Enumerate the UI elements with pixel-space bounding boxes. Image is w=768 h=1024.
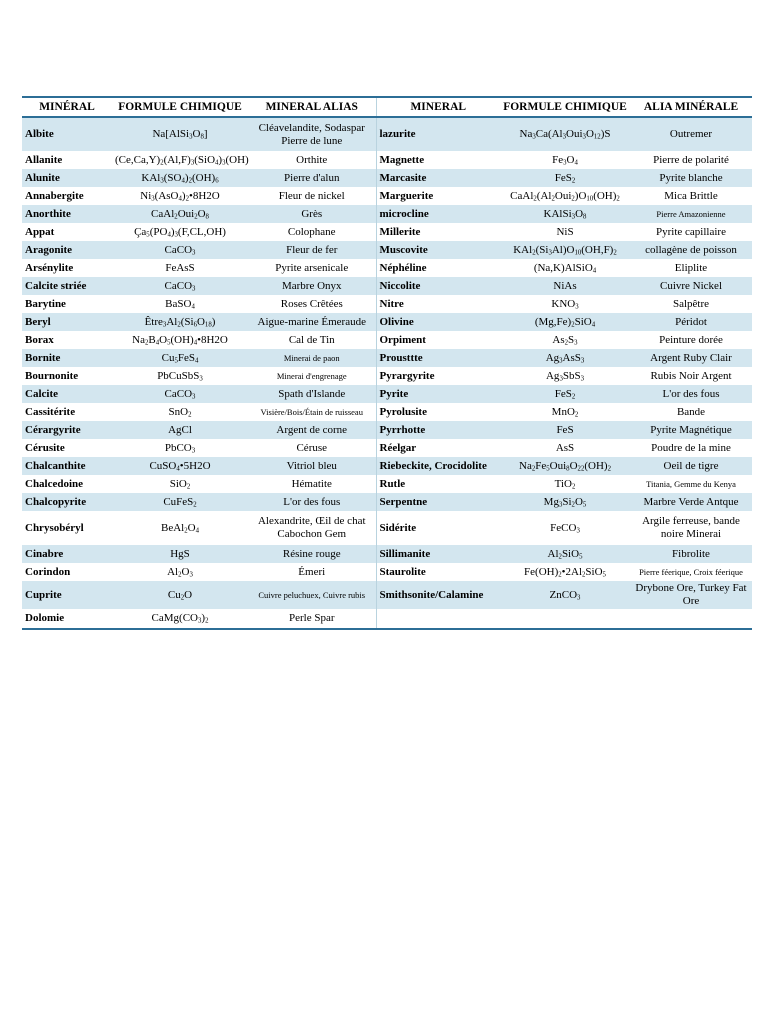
mineral-name: Cérargyrite <box>22 421 112 439</box>
table-row <box>22 493 752 511</box>
table-row <box>22 545 752 563</box>
mineral-alias: Hématite <box>248 475 376 493</box>
chemical-formula: $KAlSi_3O_8$ <box>500 205 630 223</box>
table-row <box>22 385 752 403</box>
table-row <box>22 295 752 313</box>
chemical-formula: $CaMg(CO_3)_2$ <box>112 609 248 629</box>
header-formula-right: FORMULE CHIMIQUE <box>500 97 630 117</box>
table-row <box>22 511 752 545</box>
mineral-name: Nitre <box>379 297 404 310</box>
mineral-name: Chalcopyrite <box>22 493 112 511</box>
chemical-formula: SiO$_2$ <box>169 477 191 491</box>
chemical-formula: PbCuSbS$_3$ <box>157 369 203 383</box>
table-row <box>22 169 752 187</box>
table-row <box>22 421 752 439</box>
mineral-name: Pyrolusite <box>379 405 427 418</box>
mineral-alias: L'or des fous <box>630 385 752 403</box>
chemical-formula: $Cu_5FeS_4$ <box>112 349 248 367</box>
mineral-name: Beryl <box>22 313 112 331</box>
header-mineral: MINÉRAL <box>22 97 112 117</box>
mineral-alias: Pyrite arsenicale <box>248 259 376 277</box>
header-formula: FORMULE CHIMIQUE <box>112 97 248 117</box>
mineral-alias: Spath d'Islande <box>248 385 376 403</box>
table-row <box>22 277 752 295</box>
mineral-alias: Visière/Bois/Étain de ruisseau <box>248 403 376 421</box>
mineral-alias: Minerai de paon <box>248 349 376 367</box>
mineral-alias: Émeri <box>248 563 376 581</box>
mineral-alias: Eliplite <box>674 261 708 274</box>
mineral-name: Pyrrhotte <box>376 421 500 439</box>
mineral-name: Annabergite <box>25 189 84 202</box>
mineral-alias: Fleur de nickel <box>248 187 376 205</box>
mineral-alias: Cal de Tin <box>248 331 376 349</box>
chemical-formula: AgCl <box>112 421 248 439</box>
chemical-formula: $Na[AlSi_3O_8]$ <box>112 117 248 151</box>
mineral-name: Pyrargyrite <box>379 369 435 382</box>
mineral-alias: Oeil de tigre <box>630 457 752 475</box>
mineral-name: Cuprite <box>22 581 112 609</box>
mineral-name: Olivine <box>376 313 500 331</box>
chemical-formula: $Ag_3SbS_3$ <box>545 369 584 383</box>
mineral-name: Pyrite <box>376 385 500 403</box>
mineral-name: Chalcedoine <box>25 477 84 490</box>
mineral-alias: Fleur de fer <box>248 241 376 259</box>
chemical-formula: NiS <box>556 225 574 238</box>
table-row <box>22 581 752 609</box>
mineral-alias <box>630 609 752 629</box>
mineral-name: Staurolite <box>379 565 426 578</box>
mineral-alias: Pierre féerique, Croix féerique <box>639 566 743 577</box>
table-row <box>22 609 752 629</box>
mineral-name: Borax <box>25 333 54 346</box>
mineral-alias: collagène de poisson <box>630 241 752 259</box>
header-alias-right: ALIA MINÉRALE <box>630 97 752 117</box>
chemical-formula: $CaAl_2Oui_2O_8$ <box>112 205 248 223</box>
mineral-name: Chrysobéryl <box>25 521 84 534</box>
mineral-alias: Grès <box>248 205 376 223</box>
mineral-name: Rutle <box>379 477 406 490</box>
mineral-name: Allanite <box>25 153 63 166</box>
chemical-formula: FeCO$_3$ <box>550 521 580 535</box>
mineral-alias: Bande <box>676 405 706 418</box>
mineral-name: Serpentne <box>376 493 500 511</box>
mineral-alias: Mica Brittle <box>664 189 718 202</box>
chemical-formula: SnO$_2$ <box>168 405 192 419</box>
chemical-formula: $Al_2SiO_5$ <box>500 545 630 563</box>
chemical-formula: $(Ce,Ca,Y)_2(Al,F)_3(SiO_4)_3(OH)$ <box>115 153 249 167</box>
mineral-name: Néphéline <box>379 261 427 274</box>
table-row <box>22 331 752 349</box>
mineral-name: Corindon <box>25 565 71 578</box>
mineral-alias: Outremer <box>630 117 752 151</box>
chemical-formula: MnO$_2$ <box>551 405 579 419</box>
mineral-name: Cinabre <box>22 545 112 563</box>
mineral-name: Riebeckite, Crocidolite <box>376 457 500 475</box>
table-row <box>22 241 752 259</box>
mineral-alias: Cuivre Nickel <box>630 277 752 295</box>
chemical-formula: $Fe(OH)_2•2Al_2SiO_5$ <box>524 565 606 579</box>
chemical-formula: $Fe_3O_4$ <box>552 153 578 167</box>
mineral-alias: Pyrite Magnétique <box>630 421 752 439</box>
chemical-formula: $Être_3Al_2(Si_6O_{18})$ <box>112 313 248 331</box>
chemical-formula: FeS$_2$ <box>500 385 630 403</box>
table-row <box>22 313 752 331</box>
mineral-alias: Aigue-marine Émeraude <box>248 313 376 331</box>
table-row <box>22 367 752 385</box>
chemical-formula: $Ni_3(AsO_4)_2•8H2O$ <box>140 189 220 203</box>
chemical-formula <box>500 609 630 629</box>
mineral-name: Barytine <box>25 297 66 310</box>
mineral-name: Cassitérite <box>25 405 76 418</box>
chemical-formula: $(Mg,Fe)_2SiO_4$ <box>500 313 630 331</box>
chemical-formula: CaCO$_3$ <box>112 241 248 259</box>
chemical-formula: $KAl_2(Si_3Al)O_{10}(OH,F)_2$ <box>500 241 630 259</box>
mineral-alias: Argile ferreuse, bande noire Minerai <box>642 515 740 540</box>
mineral-name <box>376 609 500 629</box>
header-alias: MINERAL ALIAS <box>248 97 376 117</box>
chemical-formula: NiAs <box>500 277 630 295</box>
chemical-formula: CuSO$_4$•5H2O <box>112 457 248 475</box>
mineral-alias: Argent Ruby Clair <box>630 349 752 367</box>
chemical-formula: $KAl_3(SO_4)_2(OH)_6$ <box>112 169 248 187</box>
chemical-formula: $BeAl_2O_4$ <box>161 521 199 535</box>
chemical-formula: HgS <box>112 545 248 563</box>
mineral-name: Marcasite <box>376 169 500 187</box>
mineral-alias: Céruse <box>248 439 376 457</box>
chemical-formula: (Na,K)AlSiO$_4$ <box>533 261 597 275</box>
table-row <box>22 403 752 421</box>
chemical-formula: $Ça_5(PO_4)_3(F,CL,OH)$ <box>134 225 226 239</box>
mineral-name: Muscovite <box>376 241 500 259</box>
chemical-formula: $As_2S_3$ <box>552 333 578 347</box>
chemical-formula: $Cu_2O$ <box>112 581 248 609</box>
table-row <box>22 457 752 475</box>
table-row <box>22 205 752 223</box>
chemical-formula: $Na_3Ca(Al_3Oui_3O_{12})S$ <box>500 117 630 151</box>
mineral-table <box>22 96 752 630</box>
chemical-formula: $Na_2B_4O_5(OH)_4•8H2O$ <box>132 333 228 347</box>
mineral-name: Calcite <box>22 385 112 403</box>
chemical-formula: AsS <box>555 441 575 454</box>
mineral-name: Aragonite <box>22 241 112 259</box>
mineral-name: Smithsonite/Calamine <box>376 581 500 609</box>
mineral-name: Prousttte <box>376 349 500 367</box>
table-row <box>22 187 752 205</box>
mineral-alias: Perle Spar <box>248 609 376 629</box>
chemical-formula: $Na_2Fe_5Oui_8O_{22}(OH)_2$ <box>500 457 630 475</box>
mineral-alias: Minerai d'engrenage <box>248 367 376 385</box>
mineral-name: Arsénylite <box>25 261 74 274</box>
mineral-alias: Roses Crêtées <box>248 295 376 313</box>
mineral-alias: Argent de corne <box>248 421 376 439</box>
header-mineral-right: MINERAL <box>376 97 500 117</box>
mineral-name: Chalcanthite <box>22 457 112 475</box>
table-row <box>22 223 752 241</box>
mineral-alias: Péridot <box>630 313 752 331</box>
chemical-formula: FeS <box>500 421 630 439</box>
mineral-name: Appat <box>25 225 55 238</box>
mineral-name: Réelgar <box>379 441 417 454</box>
mineral-name: Millerite <box>379 225 421 238</box>
chemical-formula: $Ag_3AsS_3$ <box>500 349 630 367</box>
mineral-alias: L'or des fous <box>248 493 376 511</box>
chemical-formula: $KNO_3$ <box>551 297 579 311</box>
mineral-alias: Fibrolite <box>630 545 752 563</box>
mineral-alias: Pierre d'alun <box>248 169 376 187</box>
chemical-formula: ZnCO$_3$ <box>500 581 630 609</box>
mineral-name: Marguerite <box>379 189 434 202</box>
chemical-formula: CaCO$_3$ <box>112 277 248 295</box>
mineral-name: Sidérite <box>379 521 417 534</box>
mineral-alias: Pyrite capillaire <box>656 225 726 238</box>
chemical-formula: $CaAl_2(Al_2Oui_2)O_{10}(OH)_2$ <box>510 189 620 203</box>
mineral-alias: Marbre Verde Antque <box>630 493 752 511</box>
chemical-formula: FeS$_2$ <box>500 169 630 187</box>
chemical-formula: FeAsS <box>165 261 195 274</box>
chemical-formula: TiO$_2$ <box>554 477 576 491</box>
mineral-alias: Alexandrite, Œil de chat Cabochon Gem <box>248 511 376 545</box>
mineral-name: Anorthite <box>22 205 112 223</box>
mineral-alias: Orthite <box>248 151 376 169</box>
mineral-alias: Poudre de la mine <box>651 441 731 454</box>
mineral-name: Cérusite <box>25 441 65 454</box>
mineral-name: Dolomie <box>22 609 112 629</box>
mineral-name: lazurite <box>376 117 500 151</box>
mineral-alias: Salpêtre <box>672 297 710 310</box>
mineral-alias: Pierre Amazonienne <box>630 205 752 223</box>
mineral-alias: Pierre de polarité <box>653 153 729 166</box>
mineral-alias: Peinture dorée <box>659 333 723 346</box>
table-row <box>22 117 752 151</box>
mineral-alias: Vitriol bleu <box>248 457 376 475</box>
mineral-name: Alunite <box>22 169 112 187</box>
table-row <box>22 563 752 581</box>
table-body <box>22 117 752 629</box>
table-row <box>22 259 752 277</box>
mineral-alias: Drybone Ore, Turkey Fat Ore <box>630 581 752 609</box>
table-row <box>22 475 752 493</box>
mineral-alias: Cléavelandite, Sodaspar Pierre de lune <box>248 117 376 151</box>
mineral-alias: Résine rouge <box>248 545 376 563</box>
table-row <box>22 439 752 457</box>
chemical-formula: $Mg_3Si_2O_5$ <box>500 493 630 511</box>
table-header-row <box>22 97 752 117</box>
mineral-alias: Marbre Onyx <box>248 277 376 295</box>
mineral-name: Bournonite <box>25 369 79 382</box>
mineral-name: Niccolite <box>376 277 500 295</box>
mineral-name: Orpiment <box>379 333 426 346</box>
mineral-name: Magnette <box>379 153 425 166</box>
chemical-formula: BaSO$_4$ <box>165 297 195 311</box>
mineral-alias: Rubis Noir Argent <box>650 369 732 382</box>
chemical-formula: CuFeS$_2$ <box>112 493 248 511</box>
mineral-name: microcline <box>376 205 500 223</box>
mineral-name: Sillimanite <box>376 545 500 563</box>
chemical-formula: $Al_2O_3$ <box>167 565 193 579</box>
table-row <box>22 151 752 169</box>
table-row <box>22 349 752 367</box>
mineral-name: Albite <box>22 117 112 151</box>
mineral-alias: Titania, Gemme du Kenya <box>646 478 736 489</box>
mineral-name: Bornite <box>22 349 112 367</box>
mineral-alias: Pyrite blanche <box>630 169 752 187</box>
chemical-formula: PbCO$_3$ <box>164 441 196 455</box>
chemical-formula: CaCO$_3$ <box>112 385 248 403</box>
mineral-alias: Colophane <box>248 223 376 241</box>
mineral-name: Calcite striée <box>22 277 112 295</box>
mineral-alias: Cuivre peluchuex, Cuivre rubis <box>248 581 376 609</box>
